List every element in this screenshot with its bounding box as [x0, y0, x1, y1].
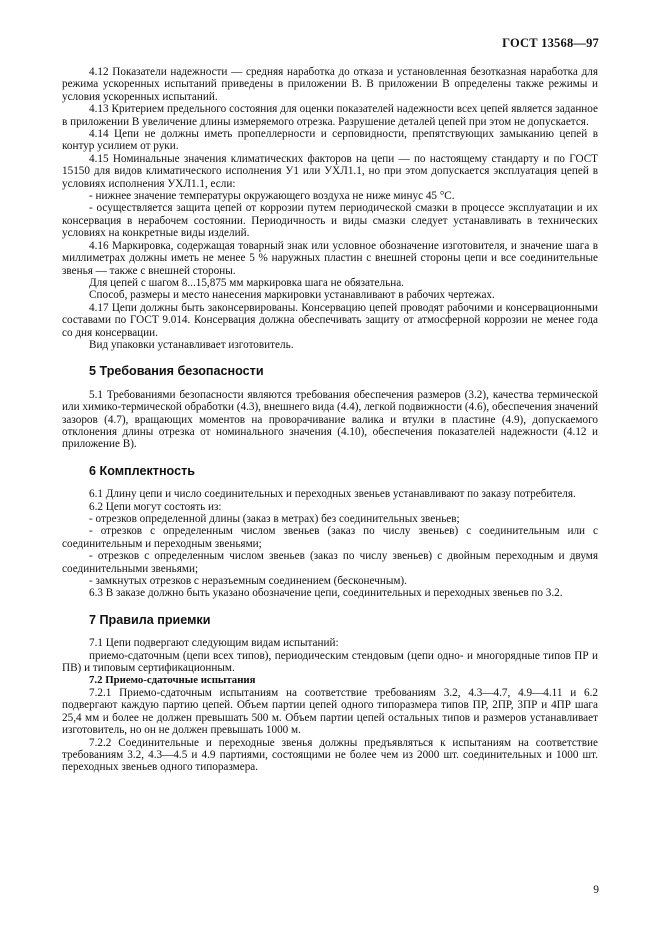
paragraph-4-15: 4.15 Номинальные значения климатических факторов на цепи — по настоящему стандарту и по ГОСТ 15150 для видов климатического исполнения У1 или УХЛ1.1, но при этом допускается эксплуатация цепей в условиях исполнения УХЛ1.1, если: [62, 152, 598, 190]
paragraph-4-17: 4.17 Цепи должны быть законсервированы. Консервацию цепей проводят рабочими и консервационными составами по ГОСТ 9.014. Консервация должна обеспечивать защиту от атмосферной коррозии не менее года со дня консервации. [62, 301, 598, 339]
section-7-title: 7 Правила приемки [89, 612, 211, 627]
paragraph-5-1: 5.1 Требованиями безопасности являются требования обеспечения размеров (3.2), качества термической или химико-термической обработки (4.3), внешнего вида (4.4), легкой подвижности (4.6), обеспечения значений зазоров (4.7), вращающих моментов на проворачивание валика и втулки в пластине (4.9), допускаемого отклонения длины отрезка от номинального значения (4.10), обеспечения показателей надежности (4.12 и приложение В). [62, 388, 598, 451]
paragraph-7-2-1: 7.2.1 Приемо-сдаточным испытаниям на соответствие требованиям 3.2, 4.3—4.7, 4.9—4.11 и 6.2 подвергают каждую партию цепей. Объем партии цепей одного типоразмера типов ПР, 2ПР, 3ПР и 4ПР шага 25,4 мм и более не должен превышать 500 м. Объем партии цепей остальных типов и размеров устанавливает изготовитель, но он не должен превышать 1000 м. [62, 686, 598, 737]
subsection-7-2-title: 7.2 Приемо-сдаточные испытания [89, 674, 256, 687]
paragraph-text: Способ, размеры и место нанесения маркировки устанавливают в рабочих чертежах. [89, 289, 495, 302]
list-item: - отрезков определенной длины (заказ в метрах) без соединительных звеньев; [89, 513, 460, 525]
paragraph-7-1: 7.1 Цепи подвергают следующим видам испытаний: [89, 637, 339, 650]
paragraph-4-14: 4.14 Цепи не должны иметь пропеллерности и серповидности, препятствующих замыканию цепей в контур усилием от руки. [62, 128, 598, 153]
document-header: ГОСТ 13568—97 [502, 36, 599, 50]
list-item: - отрезков с определенным числом звеньев (заказ по числу звеньев) с соединительным или с соединительным и переходным звеньями; [62, 525, 598, 550]
paragraph-4-12: 4.12 Показатели надежности — средняя наработка до отказа и установленная безотказная наработка для режима ускоренных испытаний приведены в приложении В. В приложении В определены также режимы и условия ускоренных испытаний. [62, 66, 598, 103]
paragraph-6-1: 6.1 Длину цепи и число соединительных и переходных звеньев устанавливают по заказу потребителя. [89, 488, 576, 501]
paragraph-4-13: 4.13 Критерием предельного состояния для оценки показателей надежности всех цепей является заданное в приложении В увеличение длины измеряемого отрезка. Разрушение деталей цепей при этом не допускается. [62, 103, 598, 128]
document-body [62, 66, 598, 774]
list-item: - нижнее значение температуры окружающего воздуха не ниже минус 45 °С. [89, 190, 455, 203]
paragraph-7-2-2: 7.2.2 Соединительные и переходные звенья должны предъявляться к испытаниям на соответствие требованиям 3.2, 4.3—4.5 и 4.9 партиями, состоящими не более чем из 2000 шт. соединительных и 1000 шт. переходных звеньев одного типоразмера. [62, 736, 598, 774]
page-number: 9 [593, 884, 599, 896]
section-6-title: 6 Комплектность [89, 463, 195, 478]
paragraph-6-2: 6.2 Цепи могут состоять из: [89, 500, 222, 513]
list-item: - осуществляется защита цепей от коррозии путем периодической смазки в процессе эксплуатации и их консервация в нерабочем состоянии. Периодичность и виды смазки следует устанавливать в технических условиях на конкретные виды изделий. [62, 202, 598, 240]
paragraph-text: приемо-сдаточным (цепи всех типов), периодическим стендовым (цепи одно- и многорядные типов ПР и ПВ) и типовым сертификационным. [62, 649, 598, 675]
section-5-title: 5 Требования безопасности [89, 364, 264, 379]
paragraph-text: Вид упаковки устанавливает изготовитель. [89, 338, 294, 351]
list-item: - замкнутых отрезков с неразъемным соединением (бесконечным). [89, 575, 407, 588]
paragraph-text: Для цепей с шагом 8...15,875 мм маркировка шага не обязательна. [89, 276, 404, 289]
list-item: - отрезков с определенным числом звеньев (заказ по числу звеньев) с двойным переходным и двумя соединительными звеньями; [62, 550, 598, 575]
paragraph-4-16: 4.16 Маркировка, содержащая товарный знак или условное обозначение изготовителя, и значение шага в миллиметрах должны иметь не менее 5 % наружных пластин с внешней стороны цепи и все соединительные звенья — также с внешней стороны. [62, 239, 598, 277]
paragraph-6-3: 6.3 В заказе должно быть указано обозначение цепи, соединительных и переходных звеньев по 3.2. [89, 587, 563, 600]
